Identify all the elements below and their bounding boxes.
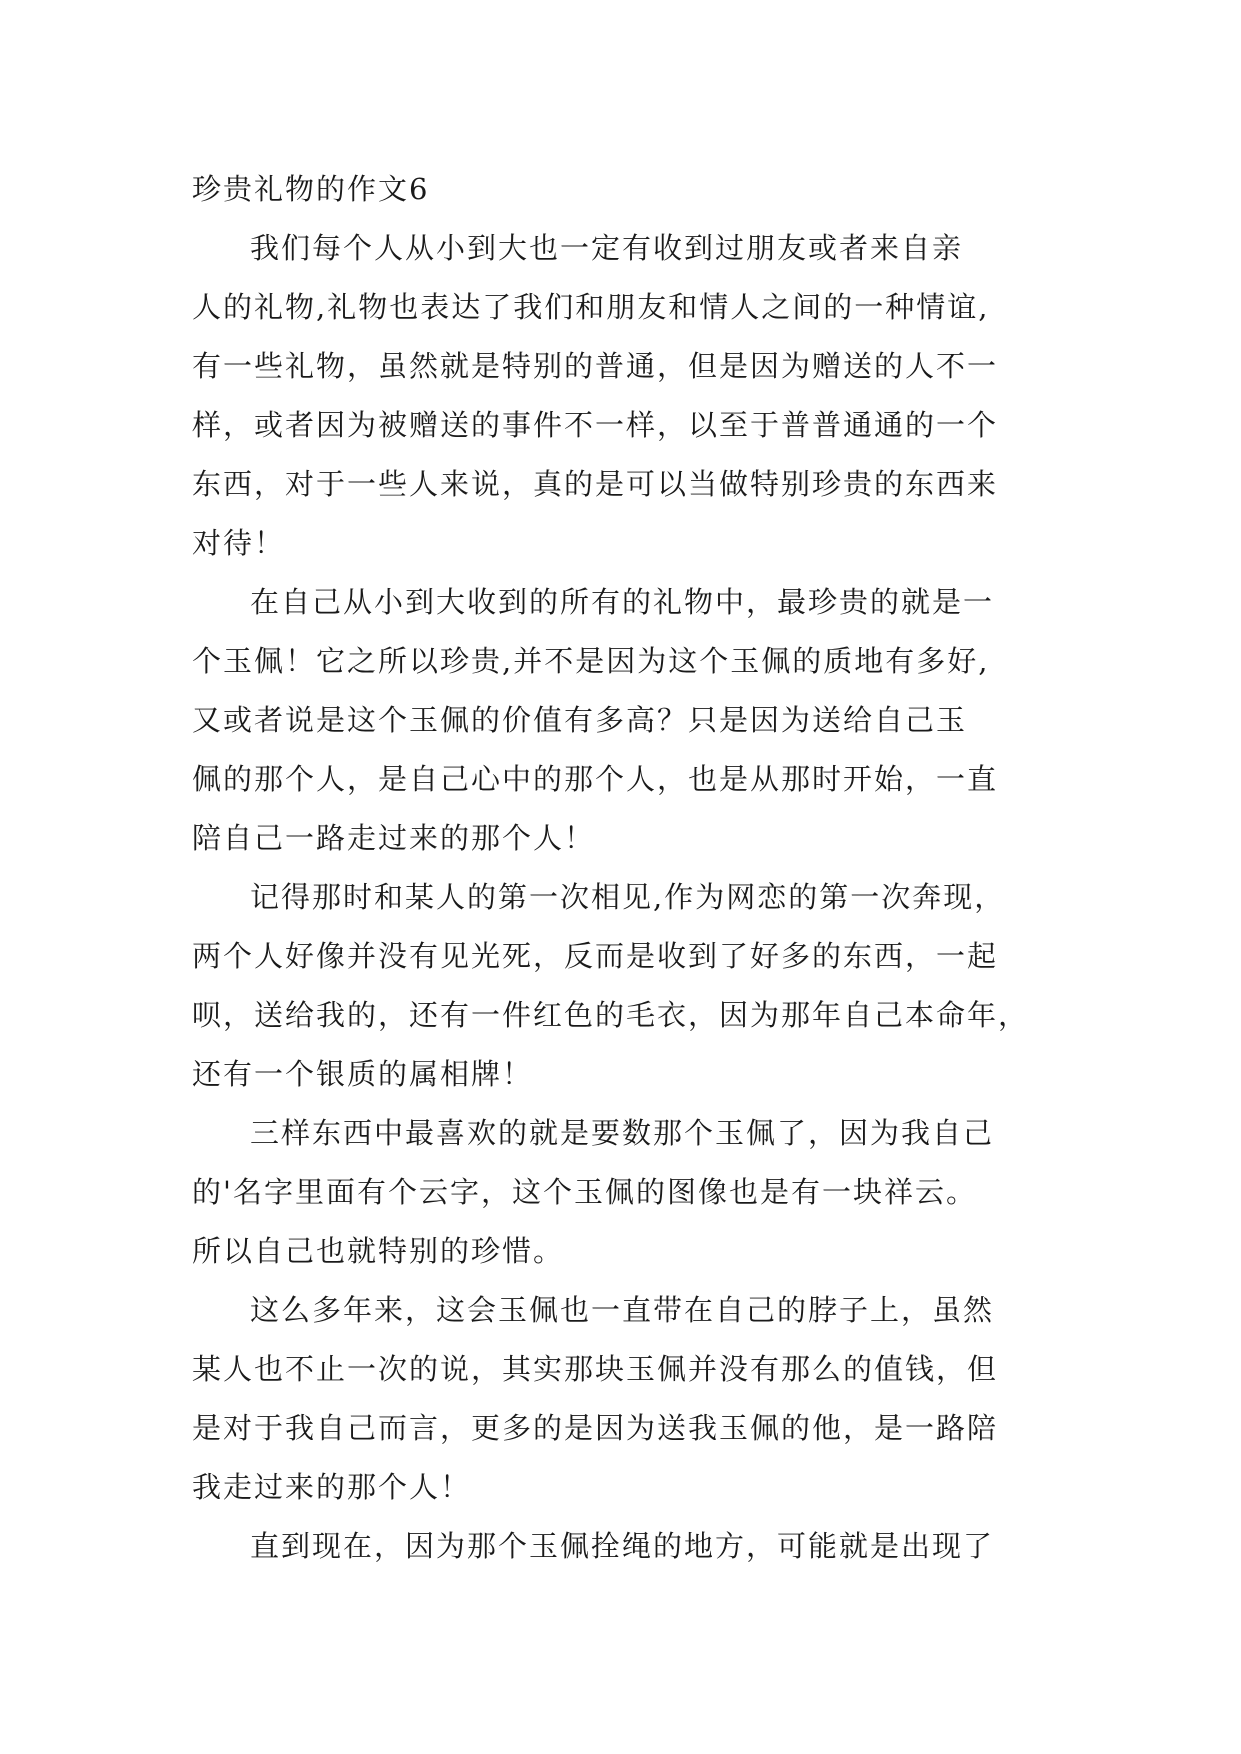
paragraph-4 xyxy=(192,1104,1072,1281)
text-line: 佩的那个人，是自己心中的那个人，也是从那时开始，一直 xyxy=(192,762,999,796)
text-line: 东西，对于一些人来说，真的是可以当做特别珍贵的东西来 xyxy=(192,467,999,501)
text-line: 有一些礼物，虽然就是特别的普通，但是因为赠送的人不一 xyxy=(192,349,999,383)
text-line: 人的礼物,礼物也表达了我们和朋友和情人之间的一种情谊, xyxy=(192,290,990,324)
text-line: 还有一个银质的属相牌！ xyxy=(192,1057,534,1091)
text-line: 样，或者因为被赠送的事件不一样，以至于普普通通的一个 xyxy=(192,408,999,442)
text-line: 我走过来的那个人！ xyxy=(192,1470,472,1504)
text-line: 在自己从小到大收到的所有的礼物中，最珍贵的就是一 xyxy=(250,585,995,619)
text-line: 的'名字里面有个云字，这个玉佩的图像也是有一块祥云。 xyxy=(192,1175,977,1209)
text-line: 我们每个人从小到大也一定有收到过朋友或者来自亲 xyxy=(250,231,964,265)
text-line: 记得那时和某人的第一次相见,作为网恋的第一次奔现， xyxy=(250,880,1006,914)
text-line: 陪自己一路走过来的那个人！ xyxy=(192,821,596,855)
text-line: 对待！ xyxy=(192,526,286,560)
paragraph-6 xyxy=(192,1517,1072,1576)
text-line: 某人也不止一次的说，其实那块玉佩并没有那么的值钱，但 xyxy=(192,1352,999,1386)
document-title: 珍贵礼物的作文6 xyxy=(192,172,430,206)
text-line: 三样东西中最喜欢的就是要数那个玉佩了，因为我自己 xyxy=(250,1116,995,1150)
text-line: 两个人好像并没有见光死，反而是收到了好多的东西，一起 xyxy=(192,939,999,973)
text-line: 个玉佩！它之所以珍贵,并不是因为这个玉佩的质地有多好, xyxy=(192,644,990,678)
paragraph-2 xyxy=(192,573,1072,868)
document-body xyxy=(192,160,1072,1576)
paragraph-5 xyxy=(192,1281,1072,1517)
text-line: 直到现在，因为那个玉佩拴绳的地方，可能就是出现了 xyxy=(250,1529,995,1563)
text-line: 是对于我自己而言，更多的是因为送我玉佩的他，是一路陪 xyxy=(192,1411,999,1445)
paragraph-3 xyxy=(192,868,1072,1104)
paragraph-1 xyxy=(192,219,1072,573)
text-line: 所以自己也就特别的珍惜。 xyxy=(192,1234,565,1268)
text-line: 呗，送给我的，还有一件红色的毛衣，因为那年自己本命年， xyxy=(192,998,1030,1032)
text-line: 又或者说是这个玉佩的价值有多高？只是因为送给自己玉 xyxy=(192,703,968,737)
text-line: 这么多年来，这会玉佩也一直带在自己的脖子上，虽然 xyxy=(250,1293,995,1327)
